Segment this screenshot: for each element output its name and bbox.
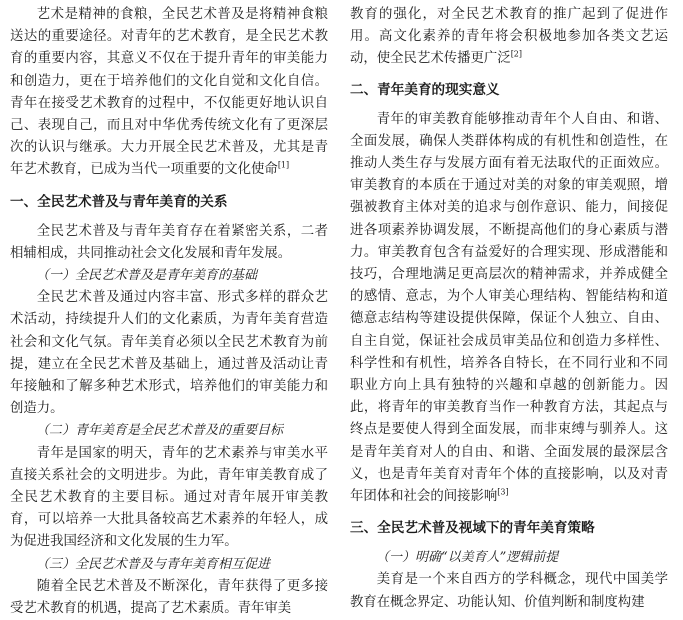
- subsection-heading-1-3: （三）全民艺术普及与青年美育相互促进: [36, 556, 271, 572]
- section-heading-1: 一、全民艺术普及与青年美育的关系: [10, 193, 228, 210]
- citation-ref[interactable]: [3]: [497, 487, 509, 497]
- section-1-intro: 全民艺术普及与青年美育存在着紧密关系，二者相辅相成，共同推动社会文化发展和青年发展。: [10, 223, 328, 261]
- intro-paragraph: 艺术是精神的食粮，全民艺术普及是将精神食粮送达的重要途径。对青年的艺术教育，是全民艺术教育的重要内容，其意义不仅在于提升青年的审美能力和创造力，更在于培养他们的文化自觉和文化自信。青年在接受艺术教育的过程中，不仅能更好地认识自己、表现自己，而且对中华优秀传统文化有了更深层次的认识与继承。大力开展全民艺术普及，尤其是青年艺术教育，已成为当代一项重要的文化使命[1]: [10, 7, 328, 178]
- citation-ref[interactable]: [2]: [510, 49, 523, 59]
- subsection-1-1-text: 全民艺术普及通过内容丰富、形式多样的群众艺术活动，持续提升人们的文化素质，为青年美育营造社会和文化气氛。青年美育必须以全民艺术教育为前提，建立在全民艺术普及基础上，通过普及活动让青年接触和了解多种艺术形式，培养他们的审美能力和创造力。: [10, 290, 328, 417]
- continued-paragraph: 教育的强化，对全民艺术教育的推广起到了促进作用。高文化素养的青年将会积极地参加各类文艺运动，使全民艺术传播更广泛[2]: [350, 7, 668, 67]
- subsection-heading-3-1: （一）明确“以美育人”逻辑前提: [376, 550, 559, 566]
- subsection-heading-1-1: （一）全民艺术普及是青年美育的基础: [36, 268, 258, 284]
- right-column: [350, 4, 668, 614]
- subsection-heading-1-2: （二）青年美育是全民艺术普及的重要目标: [36, 423, 284, 439]
- citation-ref[interactable]: [1]: [277, 160, 290, 170]
- subsection-1-3-text: 随着全民艺术普及不断深化，青年获得了更多接受艺术教育的机遇，提高了艺术素质。青年审美: [10, 578, 328, 617]
- section-2-text: 青年的审美教育能够推动青年个人自由、和谐、全面发展，确保人类群体构成的有机性和创造性，在推动人类生存与发展方面有着无法取代的正面效应。审美教育的本质在于通过对美的对象的审美观照，增强被教育主体对美的追求与创作意识、能力，间接促进各项素养协调发展，不断提高他们的身心素质与潜力。审美教育包含有益爱好的合理实现、形成潜能和技巧，合理地满足更高层次的精神需求，并养成健全的感情、意志，为个人审美心理结构、智能结构和道德意志结构等建设提供保障，保证个人独立、自由、自主自觉，保证社会成员审美品位和创造力多样性、科学性和有机性，培养各自特长，在不同行业和不同职业方向上具有独特的兴趣和卓越的创新能力。因此，将青年的审美教育当作一种教育方法，其起点与终点是要使人得到全面发展，而非束缚与驯养人。这是青年美育对人的自由、和谐、全面发展的最深层含义，也是青年美育对青年个体的直接影响，以及对青年团体和社会的间接影响[3]: [350, 111, 668, 505]
- subsection-1-2-text: 青年是国家的明天，青年的艺术素养与审美水平直接关系社会的文明进步。为此，青年审美教育成了全民艺术教育的主要目标。通过对青年展开审美教育，可以培养一大批具备较高艺术素养的年轻人，成为促进我国经济和文化发展的生力军。: [10, 445, 328, 550]
- left-column: [10, 4, 328, 620]
- section-heading-2: 二、青年美育的现实意义: [350, 81, 500, 98]
- section-heading-3: 三、全民艺术普及视域下的青年美育策略: [350, 520, 595, 537]
- subsection-3-1-text: 美育是一个来自西方的学科概念，现代中国美学教育在概念界定、功能认知、价值判断和制度构建: [350, 572, 668, 610]
